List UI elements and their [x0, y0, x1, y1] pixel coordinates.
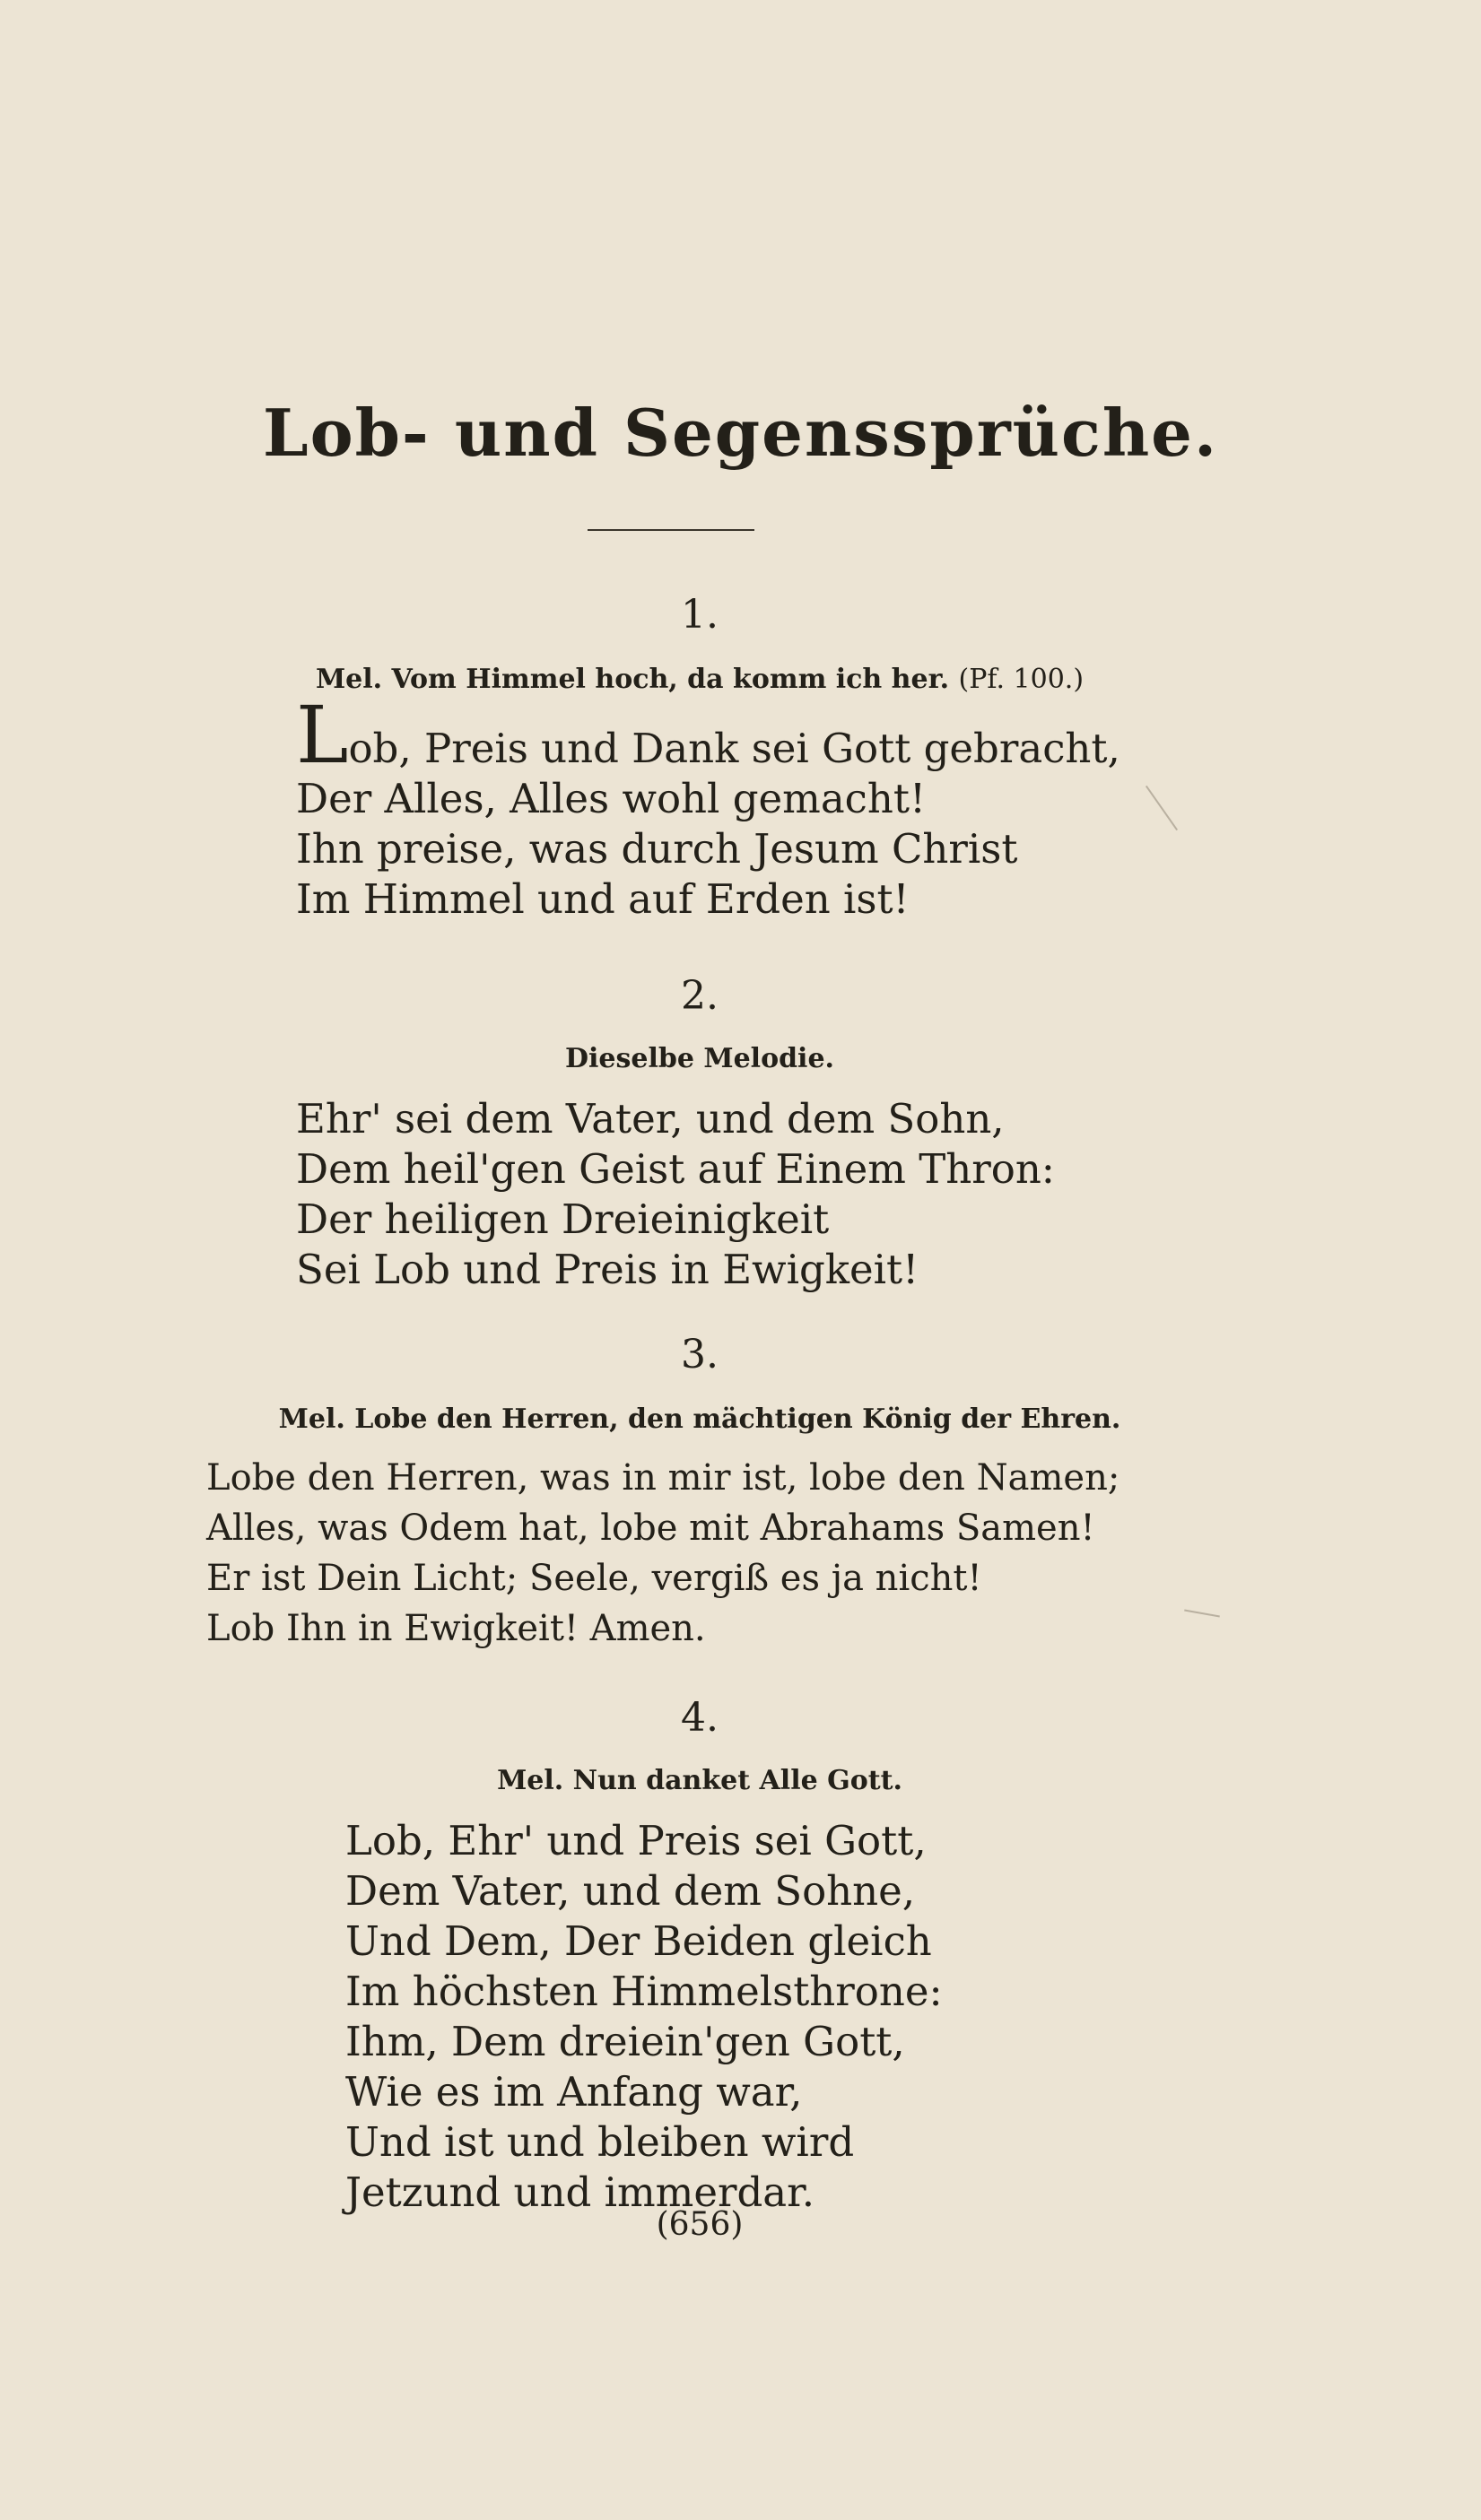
- verse-line: Sei Lob und Preis in Ewigkeit!: [296, 1246, 919, 1293]
- verse-line: Ihn preise, was durch Jesum Christ: [296, 825, 1018, 873]
- verse-line: Wie es im Anfang war,: [345, 2068, 803, 2116]
- verse-line: Im höchsten Himmelsthrone:: [345, 1968, 943, 2015]
- verse-line: Jetzund und immerdar.: [345, 2168, 815, 2216]
- section-number-1: 1.: [681, 592, 719, 638]
- melody-line-3: [0, 1403, 1399, 1435]
- verse-1: [296, 689, 1120, 925]
- verse-line: Lob, Ehr' und Preis sei Gott,: [345, 1817, 927, 1864]
- section-number-3: 3.: [681, 1332, 719, 1377]
- verse-line: Dem Vater, und dem Sohne,: [345, 1867, 916, 1915]
- verse-line: Er ist Dein Licht; Seele, vergiß es ja nicht!: [206, 1558, 982, 1599]
- verse-line: Der Alles, Alles wohl gemacht!: [296, 775, 927, 822]
- page-title: Lob- und Segenssprüche.: [262, 395, 1219, 471]
- verse-line: Im Himmel und auf Erden ist!: [296, 875, 910, 923]
- melody-line-2: [0, 1043, 1399, 1074]
- melody-line-4: [0, 1765, 1399, 1796]
- verse-line: Dem heil'gen Geist auf Einem Thron:: [296, 1145, 1055, 1193]
- melody-text-3: Mel. Lobe den Herren, den mächtigen König der Ehren.: [278, 1403, 1121, 1435]
- verse-line: Lob, Preis und Dank sei Gott gebracht,: [296, 689, 1120, 781]
- verse-line: Lobe den Herren, was in mir ist, lobe den Namen;: [206, 1457, 1120, 1499]
- bleed-mark: [1146, 786, 1178, 830]
- melody-text-1: Mel. Vom Himmel hoch, da komm ich her.: [315, 664, 950, 695]
- section-number-4: 4.: [681, 1695, 719, 1741]
- verse-3: [206, 1453, 1119, 1654]
- verse-line: Ihm, Dem dreiein'gen Gott,: [345, 2018, 905, 2065]
- section-number-2: 2.: [681, 973, 719, 1019]
- melody-line-1: [0, 664, 1399, 695]
- page-number: (656): [656, 2206, 744, 2243]
- verse-line: Ehr' sei dem Vater, und dem Sohn,: [296, 1095, 1005, 1143]
- verse-line: Und ist und bleiben wird: [345, 2118, 855, 2166]
- melody-text-2: Dieselbe Melodie.: [565, 1043, 834, 1074]
- verse-line: Lob Ihn in Ewigkeit! Amen.: [206, 1608, 706, 1649]
- verse-2: [296, 1094, 1055, 1295]
- verse-line: Alles, was Odem hat, lobe mit Abrahams Samen!: [206, 1508, 1095, 1549]
- bleed-mark: [1184, 1610, 1220, 1618]
- melody-text-4: Mel. Nun danket Alle Gott.: [497, 1765, 902, 1796]
- verse-4: [345, 1816, 943, 2218]
- title-rule: [588, 529, 754, 531]
- melody-ref-1: (Pf. 100.): [958, 664, 1085, 695]
- verse-line: Der heiligen Dreieinigkeit: [296, 1195, 830, 1243]
- verse-line: Und Dem, Der Beiden gleich: [345, 1917, 932, 1965]
